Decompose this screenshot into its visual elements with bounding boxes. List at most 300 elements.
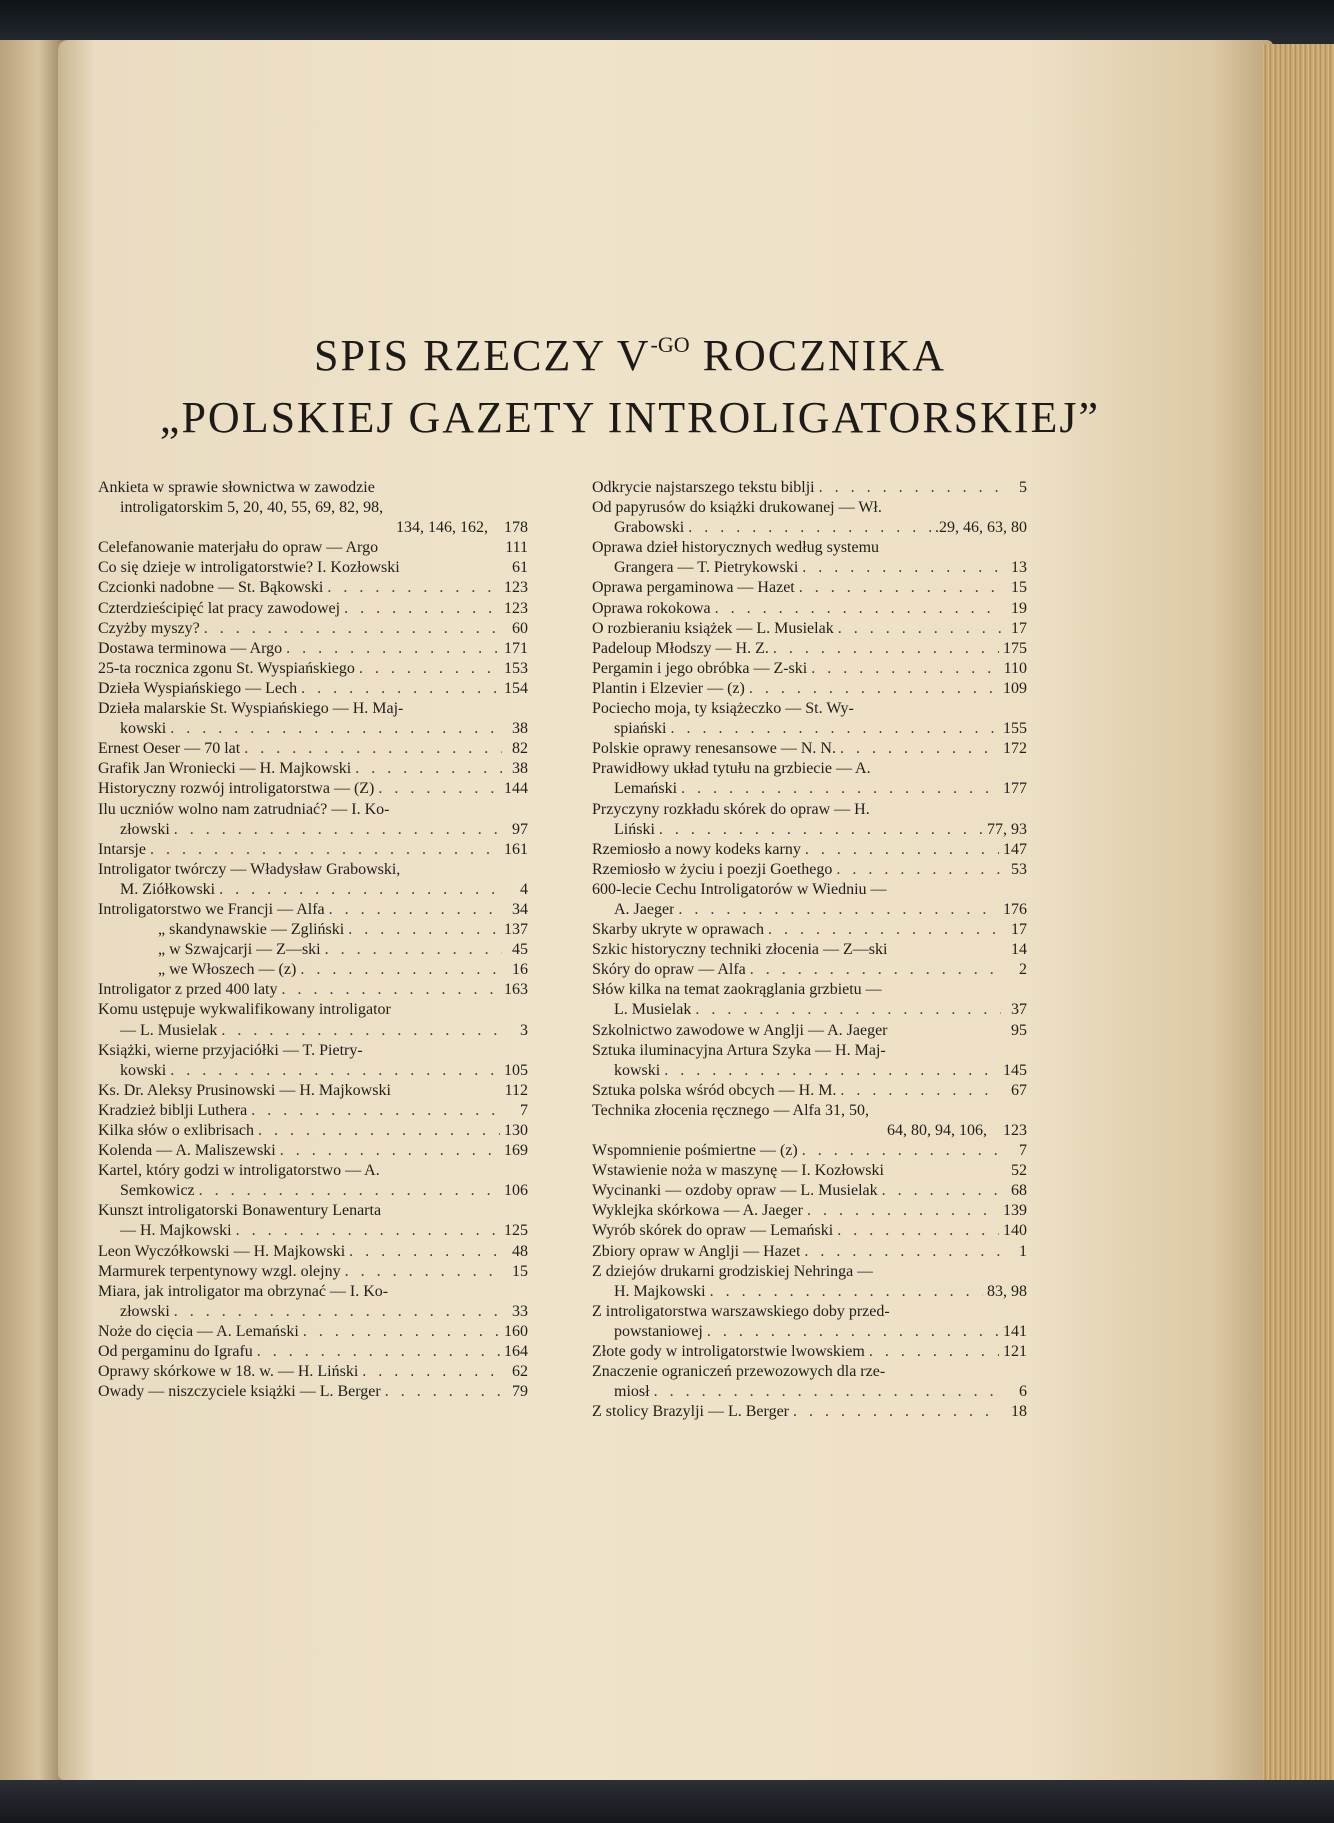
toc-entry-title: Czterdzieścipięć lat pracy zawodowej xyxy=(98,599,341,617)
toc-leader-dots xyxy=(793,1402,1001,1422)
toc-entry-title: Wstawienie noża w maszynę — I. Kozłowski xyxy=(592,1162,884,1180)
toc-entry-title: Oprawa rokokowa xyxy=(592,599,711,617)
toc-page-number: 153 xyxy=(504,659,528,677)
toc-leader-dots xyxy=(838,619,1001,639)
toc-entry-title: spiański xyxy=(614,720,667,738)
toc-entry xyxy=(98,1242,528,1262)
toc-page-number: 16 xyxy=(512,961,528,979)
toc-page-number: 68 xyxy=(1011,1182,1027,1200)
toc-entry xyxy=(98,619,528,639)
toc-page-number: 62 xyxy=(512,1363,528,1381)
toc-entry-title: Wspomnienie pośmiertne — (z) xyxy=(592,1142,798,1160)
toc-page-number: 145 xyxy=(1003,1061,1027,1079)
toc-page-number: 7 xyxy=(520,1101,528,1119)
toc-entry-title: Oprawa pergaminowa — Hazet xyxy=(592,579,795,597)
toc-entry xyxy=(98,1282,528,1302)
toc-page-number: 17 xyxy=(1011,619,1027,637)
toc-entry-title: Sztuka polska wśród obcych — H. M. xyxy=(592,1081,837,1099)
toc-page-number: 171 xyxy=(504,639,528,657)
toc-leader-dots xyxy=(244,739,502,759)
toc-leader-dots xyxy=(204,619,502,639)
toc-page-number: 123 xyxy=(1003,1122,1027,1139)
toc-page-number: 160 xyxy=(504,1322,528,1340)
toc-page-number: 125 xyxy=(504,1222,528,1240)
toc-page-number: 172 xyxy=(1003,740,1027,758)
toc-entry-title: Oprawa dzieł historycznych według systemu xyxy=(592,539,880,557)
toc-entry-title: Słów kilka na temat zaokrąglania grzbietu — xyxy=(592,981,882,999)
toc-entry xyxy=(98,659,528,679)
toc-page-number: 97 xyxy=(512,820,528,838)
toc-leader-dots xyxy=(282,980,501,1000)
toc-leader-dots xyxy=(257,1342,500,1362)
toc-page-number: 83, 98 xyxy=(987,1282,1027,1300)
toc-entry xyxy=(98,1101,528,1121)
toc-page-number: 137 xyxy=(504,921,528,939)
toc-page-number: 17 xyxy=(1011,921,1027,939)
toc-leader-dots xyxy=(664,1061,999,1081)
toc-entry xyxy=(592,1302,1027,1322)
toc-entry xyxy=(98,900,528,920)
toc-entry xyxy=(98,1121,528,1141)
toc-entry-title: Ernest Oeser — 70 lat xyxy=(98,740,241,758)
toc-page-number: 3 xyxy=(520,1021,528,1039)
toc-entry xyxy=(592,1021,1027,1041)
toc-entry-title: Technika złocenia ręcznego — Alfa 31, 50, xyxy=(592,1101,869,1119)
toc-entry xyxy=(98,960,528,980)
toc-leader-dots xyxy=(837,1221,999,1241)
toc-entry-title: Lemański xyxy=(614,780,678,798)
toc-entry xyxy=(98,498,528,518)
toc-entry xyxy=(592,960,1027,980)
toc-page-number: 164 xyxy=(504,1343,528,1361)
toc-leader-dots xyxy=(773,639,999,659)
toc-entry-title: — L. Musielak xyxy=(120,1021,218,1039)
toc-entry-title: „ we Włoszech — (z) xyxy=(158,961,297,979)
toc-entry xyxy=(592,860,1027,880)
toc-page-number: 163 xyxy=(504,981,528,999)
toc-entry-title: Kolenda — A. Maliszewski xyxy=(98,1142,276,1160)
toc-entry xyxy=(592,1121,1027,1141)
toc-entry xyxy=(98,558,528,578)
toc-entry-title: Złote gody w introligatorstwie lwowskiem xyxy=(592,1343,865,1361)
toc-page-number: .29, 46, 63, 80 xyxy=(935,519,1027,537)
toc-entry-title: L. Musielak xyxy=(614,1001,692,1019)
toc-entry xyxy=(592,1061,1027,1081)
toc-entry xyxy=(98,880,528,900)
toc-entry xyxy=(98,679,528,699)
toc-leader-dots xyxy=(799,578,1001,598)
toc-leader-dots xyxy=(348,920,500,940)
toc-entry xyxy=(592,1181,1027,1201)
toc-page-number: 15 xyxy=(512,1262,528,1280)
toc-entry-title: Komu ustępuje wykwalifikowany introligator xyxy=(98,1001,391,1019)
toc-page-number: 38 xyxy=(512,720,528,738)
toc-leader-dots xyxy=(349,1242,502,1262)
toc-entry-title: Pergamin i jego obróbka — Z-ski xyxy=(592,659,808,677)
toc-entry-title: Kilka słów o exlibrisach xyxy=(98,1122,254,1139)
toc-leader-dots xyxy=(345,1262,502,1282)
page-fore-edge xyxy=(1262,44,1334,1780)
toc-page-number: 109 xyxy=(1003,679,1027,697)
toc-entry-title: M. Ziółkowski xyxy=(120,880,216,898)
toc-page-number: 112 xyxy=(504,1081,528,1099)
toc-entry xyxy=(98,1081,528,1101)
toc-entry-title: Introligator twórczy — Władysław Grabowski, xyxy=(98,860,401,878)
toc-page-number: 7 xyxy=(1019,1142,1027,1160)
toc-leader-dots xyxy=(300,960,502,980)
toc-leader-dots xyxy=(804,1242,1001,1262)
toc-page-number: 82 xyxy=(512,740,528,758)
toc-entry-title: złowski xyxy=(120,1302,170,1320)
toc-entry xyxy=(98,1382,528,1402)
toc-page-number: 141 xyxy=(1003,1322,1027,1340)
toc-entry-title: Miara, jak introligator ma obrzynać — I. Ko- xyxy=(98,1282,389,1300)
toc-entry-title: 600-lecie Cechu Introligatorów w Wiedniu — xyxy=(592,880,887,898)
toc-leader-dots xyxy=(678,900,999,920)
toc-page-number: 1 xyxy=(1019,1242,1027,1260)
toc-entry xyxy=(592,880,1027,900)
toc-leader-dots xyxy=(327,578,500,598)
toc-leader-dots xyxy=(805,840,999,860)
toc-entry-title: Co się dzieje w introligatorstwie? I. Kozłowski xyxy=(98,559,400,577)
toc-entry-title: Pociecho moja, ty książeczko — St. Wy- xyxy=(592,700,854,718)
toc-leader-dots xyxy=(378,779,500,799)
toc-entry-title: — H. Majkowski xyxy=(120,1222,232,1240)
toc-entry xyxy=(592,1382,1027,1402)
toc-leader-dots xyxy=(670,719,999,739)
toc-page-number: 2 xyxy=(1019,961,1027,979)
toc-entry-title: kowski xyxy=(614,1061,661,1079)
toc-entry xyxy=(592,800,1027,820)
toc-page-number: 175 xyxy=(1003,639,1027,657)
toc-entry-title: Czyżby myszy? xyxy=(98,619,200,637)
toc-entry-title: kowski xyxy=(120,1061,167,1079)
toc-leader-dots xyxy=(286,639,500,659)
toc-entry xyxy=(592,840,1027,860)
toc-entry-title: Z dziejów drukarni grodziskiej Nehringa — xyxy=(592,1262,874,1280)
toc-entry xyxy=(592,739,1027,759)
toc-entry xyxy=(98,1161,528,1181)
toc-entry xyxy=(98,840,528,860)
toc-entry xyxy=(98,719,528,739)
toc-leader-dots xyxy=(840,739,999,759)
toc-entry xyxy=(98,1322,528,1342)
toc-entry xyxy=(592,619,1027,639)
toc-page-number: 176 xyxy=(1003,900,1027,918)
toc-entry-title: Ilu uczniów wolno nam zatrudniać? — I. Ko- xyxy=(98,800,390,818)
toc-leader-dots xyxy=(301,679,500,699)
toc-entry xyxy=(98,1221,528,1241)
toc-leader-dots xyxy=(749,679,999,699)
toc-entry xyxy=(98,518,528,538)
toc-leader-dots xyxy=(819,478,1001,498)
toc-entry xyxy=(98,578,528,598)
toc-page-number: 178 xyxy=(504,519,528,537)
toc-entry xyxy=(98,860,528,880)
toc-leader-dots xyxy=(251,1101,502,1121)
toc-entry xyxy=(98,820,528,840)
toc-entry-title: Szkolnictwo zawodowe w Anglji — A. Jaeger xyxy=(592,1021,888,1039)
toc-entry-title: Czcionki nadobne — St. Bąkowski xyxy=(98,579,324,597)
toc-page-number: 140 xyxy=(1003,1222,1027,1240)
toc-leader-dots xyxy=(329,900,502,920)
toc-page-number: 13 xyxy=(1011,559,1027,577)
toc-entry xyxy=(592,639,1027,659)
toc-entry-title: powstaniowej xyxy=(614,1322,703,1340)
right-column xyxy=(592,478,1027,1422)
toc-entry-title: Noże do cięcia — A. Lemański xyxy=(98,1322,299,1340)
toc-entry-title: „ skandynawskie — Zgliński xyxy=(158,921,345,939)
toc-page-number: 38 xyxy=(512,760,528,778)
toc-page-number: 139 xyxy=(1003,1202,1027,1220)
toc-entry-title: Sztuka iluminacyjna Artura Szyka — H. Maj- xyxy=(592,1041,886,1059)
toc-entry xyxy=(592,940,1027,960)
toc-entry xyxy=(98,538,528,558)
toc-entry-title: Od papyrusów do książki drukowanej — Wł. xyxy=(592,499,882,517)
toc-page-number: 95 xyxy=(1011,1021,1027,1039)
toc-leader-dots xyxy=(768,920,1001,940)
toc-leader-dots xyxy=(802,1141,1001,1161)
toc-page-number: 79 xyxy=(512,1383,528,1401)
toc-page-number: 111 xyxy=(505,539,528,557)
toc-entry xyxy=(98,920,528,940)
toc-entry-title: 64, 80, 94, 106, xyxy=(887,1122,987,1139)
toc-entry xyxy=(98,1141,528,1161)
toc-entry-title: Historyczny rozwój introligatorstwa — (Z) xyxy=(98,780,375,798)
toc-page-number: 130 xyxy=(504,1122,528,1139)
toc-entry xyxy=(98,1041,528,1061)
left-column xyxy=(98,478,528,1402)
toc-leader-dots xyxy=(280,1141,500,1161)
toc-page-number: 147 xyxy=(1003,840,1027,858)
toc-entry-title: Plantin i Elzevier — (z) xyxy=(592,679,745,697)
toc-leader-dots xyxy=(681,779,999,799)
toc-entry-title: H. Majkowski xyxy=(614,1282,706,1300)
page-title-line1: SPIS RZECZY $V^{-GO}$ ROCZNIKA xyxy=(314,331,946,380)
toc-page-number: 19 xyxy=(1011,599,1027,617)
toc-entry-title: Dzieła Wyspiańskiego — Lech xyxy=(98,679,298,697)
toc-page-number: 53 xyxy=(1011,860,1027,878)
toc-entry xyxy=(98,980,528,1000)
toc-leader-dots xyxy=(219,880,502,900)
toc-page-number: 60 xyxy=(512,619,528,637)
toc-entry-title: miosł xyxy=(614,1383,650,1401)
toc-leader-dots xyxy=(869,1342,999,1362)
toc-entry-title: Dzieła malarskie St. Wyspiańskiego — H. Maj- xyxy=(98,700,404,718)
toc-entry xyxy=(592,478,1027,498)
toc-entry-title: Rzemiosło w życiu i poezji Goethego xyxy=(592,860,833,878)
toc-entry xyxy=(592,1262,1027,1282)
toc-entry xyxy=(98,639,528,659)
toc-entry-title: 25-ta rocznica zgonu St. Wyspiańskiego xyxy=(98,659,355,677)
toc-leader-dots xyxy=(840,1081,1001,1101)
toc-entry-title: Kartel, który godzi w introligatorstwo — A. xyxy=(98,1162,380,1180)
toc-entry xyxy=(98,1201,528,1221)
toc-entry-title: Introligatorstwo we Francji — Alfa xyxy=(98,900,325,918)
toc-entry xyxy=(98,1021,528,1041)
toc-entry xyxy=(592,1141,1027,1161)
toc-page-number: 77, 93 xyxy=(987,820,1027,838)
toc-entry-title: Marmurek terpentynowy wzgl. olejny xyxy=(98,1262,341,1280)
toc-page-number: 110 xyxy=(1003,659,1027,677)
toc-entry-title: A. Jaeger xyxy=(614,900,675,918)
toc-page-number: 37 xyxy=(1011,1001,1027,1019)
toc-leader-dots xyxy=(150,840,500,860)
toc-page-number: 14 xyxy=(1011,941,1027,959)
toc-leader-dots xyxy=(715,599,1001,619)
book-bottom xyxy=(0,1780,1334,1823)
toc-page-number: 18 xyxy=(1011,1403,1027,1421)
toc-entry-title: Owady — niszczyciele książki — L. Berger xyxy=(98,1383,381,1401)
toc-leader-dots xyxy=(695,1000,1001,1020)
toc-entry-title: Z stolicy Brazylji — L. Berger xyxy=(592,1403,789,1421)
title-superscript: -GO xyxy=(650,332,690,357)
toc-page-number: 155 xyxy=(1003,720,1027,738)
toc-page-number: 45 xyxy=(512,941,528,959)
toc-leader-dots xyxy=(688,518,931,538)
toc-entry-title: Intarsje xyxy=(98,840,146,858)
toc-entry-title: Kunszt introligatorski Bonawentury Lenarta xyxy=(98,1202,382,1220)
toc-entry-title: Szkic historyczny techniki złocenia — Z—ski xyxy=(592,941,888,959)
toc-entry-title: Grafik Jan Wroniecki — H. Majkowski xyxy=(98,760,352,778)
toc-leader-dots xyxy=(802,558,1001,578)
toc-entry xyxy=(592,920,1027,940)
toc-entry-title: Padeloup Młodszy — H. Z. xyxy=(592,639,769,657)
toc-page-number: 52 xyxy=(1011,1162,1027,1180)
toc-entry-title: Ks. Dr. Aleksy Prusinowski — H. Majkowski xyxy=(98,1081,391,1099)
toc-entry-title: Polskie oprawy renesansowe — N. N. xyxy=(592,740,836,758)
toc-page-number: 67 xyxy=(1011,1081,1027,1099)
toc-entry-title: Odkrycie najstarszego tekstu biblji xyxy=(592,479,815,496)
toc-entry-title: Oprawy skórkowe w 18. w. — H. Liński xyxy=(98,1363,359,1381)
toc-entry xyxy=(592,1362,1027,1382)
toc-entry xyxy=(98,599,528,619)
toc-leader-dots xyxy=(303,1322,500,1342)
toc-page-number: 5 xyxy=(1019,479,1027,496)
toc-entry xyxy=(98,739,528,759)
toc-leader-dots xyxy=(325,940,502,960)
toc-leader-dots xyxy=(170,1061,500,1081)
toc-page-number: 121 xyxy=(1003,1343,1027,1361)
toc-entry xyxy=(98,699,528,719)
toc-entry-title: Grangera — T. Pietrykowski xyxy=(614,559,799,577)
toc-entry-title: Wycinanki — ozdoby opraw — L. Musielak xyxy=(592,1182,878,1200)
toc-entry-title: Rzemiosło a nowy kodeks karny xyxy=(592,840,801,858)
toc-entry-title: Leon Wyczółkowski — H. Majkowski xyxy=(98,1242,346,1260)
toc-entry-title: Skóry do opraw — Alfa xyxy=(592,961,746,979)
toc-leader-dots xyxy=(836,860,1001,880)
toc-leader-dots xyxy=(659,820,983,840)
toc-leader-dots xyxy=(707,1322,999,1342)
toc-entry xyxy=(98,759,528,779)
toc-leader-dots xyxy=(199,1181,500,1201)
toc-entry xyxy=(592,558,1027,578)
toc-entry-title: Ankieta w sprawie słownictwa w zawodzie xyxy=(98,479,375,496)
toc-page-number: 15 xyxy=(1011,579,1027,597)
toc-entry xyxy=(592,498,1027,518)
toc-page-number: 177 xyxy=(1003,780,1027,798)
toc-entry xyxy=(592,1201,1027,1221)
toc-page-number: 154 xyxy=(504,679,528,697)
toc-entry xyxy=(592,599,1027,619)
toc-page-number: 6 xyxy=(1019,1383,1027,1401)
toc-leader-dots xyxy=(654,1382,1001,1402)
toc-leader-dots xyxy=(344,599,500,619)
toc-page-number: 123 xyxy=(504,579,528,597)
toc-entry xyxy=(592,518,1027,538)
toc-entry-title: introligatorskim 5, 20, 40, 55, 69, 82, 98, xyxy=(120,499,384,517)
toc-leader-dots xyxy=(385,1382,502,1402)
toc-entry xyxy=(98,779,528,799)
toc-entry xyxy=(592,1402,1027,1422)
toc-entry xyxy=(592,1322,1027,1342)
toc-entry-title: Prawidłowy układ tytułu na grzbiecie — A. xyxy=(592,760,871,778)
toc-entry-title: Zbiory opraw w Anglji — Hazet xyxy=(592,1242,801,1260)
toc-entry xyxy=(98,478,528,498)
toc-entry-title: 134, 146, 162, xyxy=(396,519,488,537)
toc-entry xyxy=(98,1342,528,1362)
toc-entry-title: Wyklejka skórkowa — A. Jaeger xyxy=(592,1202,803,1220)
toc-entry xyxy=(98,1181,528,1201)
toc-page-number: 48 xyxy=(512,1242,528,1260)
toc-page-number: 4 xyxy=(520,880,528,898)
toc-entry xyxy=(592,578,1027,598)
toc-leader-dots xyxy=(882,1181,1001,1201)
toc-entry xyxy=(592,538,1027,558)
toc-entry-title: Od pergaminu do Igrafu xyxy=(98,1343,253,1361)
toc-entry-title: złowski xyxy=(120,820,170,838)
toc-entry-title: O rozbieraniu książek — L. Musielak xyxy=(592,619,834,637)
toc-entry xyxy=(592,980,1027,1000)
toc-entry xyxy=(592,1221,1027,1241)
toc-entry-title: Introligator z przed 400 laty xyxy=(98,981,278,999)
toc-entry-title: Grabowski xyxy=(614,519,685,537)
toc-entry-title: Skarby ukryte w oprawach xyxy=(592,921,764,939)
toc-entry xyxy=(592,900,1027,920)
toc-page-number: 144 xyxy=(504,780,528,798)
toc-entry xyxy=(592,679,1027,699)
toc-leader-dots xyxy=(236,1221,500,1241)
toc-entry xyxy=(98,1061,528,1081)
toc-entry xyxy=(592,719,1027,739)
toc-entry-title: „ w Szwajcarji — Z—ski xyxy=(158,941,321,959)
toc-entry-title: Dostawa terminowa — Argo xyxy=(98,639,283,657)
toc-entry xyxy=(592,1041,1027,1061)
toc-leader-dots xyxy=(170,719,502,739)
toc-entry xyxy=(592,1282,1027,1302)
toc-entry-title: Przyczyny rozkładu skórek do opraw — H. xyxy=(592,800,870,818)
toc-leader-dots xyxy=(359,659,500,679)
toc-leader-dots xyxy=(811,659,999,679)
toc-entry xyxy=(98,1262,528,1282)
toc-entry xyxy=(98,1362,528,1382)
toc-entry-title: Książki, wierne przyjaciółki — T. Pietry- xyxy=(98,1041,363,1059)
toc-entry xyxy=(592,1161,1027,1181)
toc-entry xyxy=(592,659,1027,679)
page-title-line2: „POLSKIEJ GAZETY INTROLIGATORSKIEJ” xyxy=(159,393,1101,442)
toc-entry xyxy=(98,1302,528,1322)
toc-page-number: 106 xyxy=(504,1182,528,1200)
toc-leader-dots xyxy=(221,1021,502,1041)
toc-entry xyxy=(592,779,1027,799)
toc-entry xyxy=(592,699,1027,719)
toc-entry xyxy=(592,1342,1027,1362)
toc-entry-title: Liński xyxy=(614,820,655,838)
toc-entry xyxy=(592,1000,1027,1020)
toc-page-number: 105 xyxy=(504,1061,528,1079)
toc-page-number: 61 xyxy=(512,559,528,577)
toc-page-number: 161 xyxy=(504,840,528,858)
